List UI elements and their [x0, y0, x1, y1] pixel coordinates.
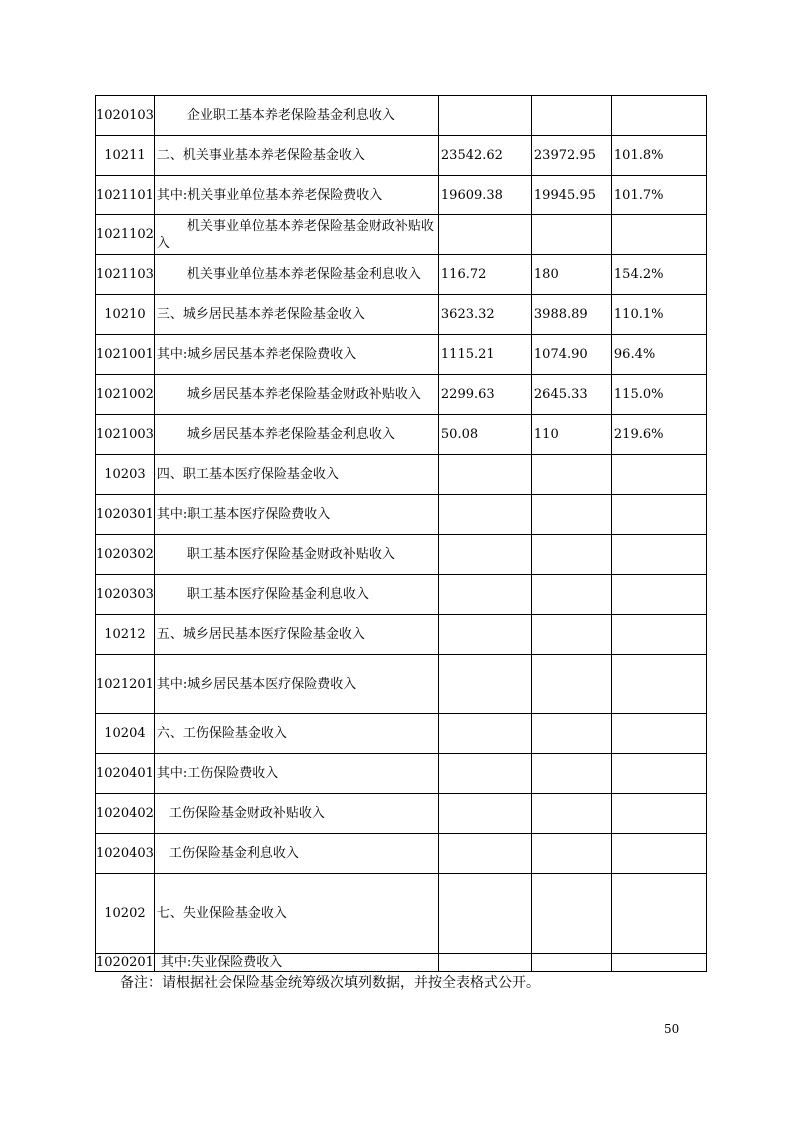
- row-code: 1021002: [96, 375, 155, 415]
- row-value-3: [611, 714, 706, 754]
- row-code: 1021001: [96, 335, 155, 375]
- row-value-1: 50.08: [438, 415, 531, 455]
- row-value-2: [531, 655, 611, 714]
- row-value-1: [438, 655, 531, 714]
- row-name: 二、机关事业基本养老保险基金收入: [154, 136, 438, 176]
- table-row: [96, 375, 707, 415]
- table-row: [96, 136, 707, 176]
- row-value-3: [611, 794, 706, 834]
- row-value-1: [438, 714, 531, 754]
- row-code: 10210: [96, 295, 155, 335]
- fund-income-table: [95, 95, 707, 972]
- row-value-2: 1074.90: [531, 335, 611, 375]
- row-value-3: 110.1%: [611, 295, 706, 335]
- row-value-2: 23972.95: [531, 136, 611, 176]
- row-value-1: [438, 954, 531, 972]
- row-value-3: [611, 754, 706, 794]
- row-name: 职工基本医疗保险基金财政补贴收入: [154, 535, 438, 575]
- row-value-3: 96.4%: [611, 335, 706, 375]
- row-value-1: [438, 794, 531, 834]
- row-value-2: 2645.33: [531, 375, 611, 415]
- row-value-2: [531, 495, 611, 535]
- row-code: 10204: [96, 714, 155, 754]
- row-value-2: [531, 794, 611, 834]
- row-value-3: [611, 215, 706, 255]
- table-row: [96, 874, 707, 954]
- table-row: [96, 714, 707, 754]
- row-name: 工伤保险基金利息收入: [154, 834, 438, 874]
- row-code: 1021101: [96, 176, 155, 215]
- page-number: 50: [664, 1022, 680, 1036]
- row-code: 10211: [96, 136, 155, 176]
- row-name: 五、城乡居民基本医疗保险基金收入: [154, 615, 438, 655]
- row-value-1: [438, 874, 531, 954]
- row-code: 1020302: [96, 535, 155, 575]
- row-code: 1020303: [96, 575, 155, 615]
- table-row: [96, 255, 707, 295]
- row-value-3: [611, 575, 706, 615]
- row-value-1: [438, 615, 531, 655]
- row-value-2: [531, 714, 611, 754]
- table-row: [96, 415, 707, 455]
- row-value-3: [611, 834, 706, 874]
- table-row: [96, 215, 707, 255]
- row-name: 城乡居民基本养老保险基金财政补贴收入: [154, 375, 438, 415]
- row-name: 六、工伤保险基金收入: [154, 714, 438, 754]
- row-value-2: [531, 535, 611, 575]
- table-row: [96, 295, 707, 335]
- row-value-1: [438, 495, 531, 535]
- table-row: [96, 655, 707, 714]
- row-code: 1020201: [96, 955, 154, 970]
- row-value-2: 3988.89: [531, 295, 611, 335]
- row-value-1: 116.72: [438, 255, 531, 295]
- row-value-2: [531, 754, 611, 794]
- table-row: [96, 176, 707, 215]
- row-name: 七、失业保险基金收入: [154, 874, 438, 954]
- table-row: [96, 954, 707, 972]
- row-name: 其中:城乡居民基本医疗保险费收入: [154, 655, 438, 714]
- row-value-3: 154.2%: [611, 255, 706, 295]
- table-row: [96, 96, 707, 136]
- row-code: 10212: [96, 615, 155, 655]
- row-name: 三、城乡居民基本养老保险基金收入: [154, 295, 438, 335]
- row-value-3: [611, 455, 706, 495]
- row-value-3: 101.7%: [611, 176, 706, 215]
- row-value-1: [438, 96, 531, 136]
- row-name: 其中:工伤保险费收入: [154, 754, 438, 794]
- row-code: 1021103: [96, 255, 155, 295]
- table-row: [96, 834, 707, 874]
- row-value-2: [531, 615, 611, 655]
- row-name: 其中:机关事业单位基本养老保险费收入: [154, 176, 438, 215]
- row-name: 其中:失业保险费收入: [154, 954, 438, 972]
- row-value-2: [531, 575, 611, 615]
- row-value-3: [611, 874, 706, 954]
- row-value-2: [531, 954, 611, 972]
- row-value-2: 180: [531, 255, 611, 295]
- row-code: 1020103: [96, 96, 155, 136]
- row-code: 10202: [96, 874, 155, 954]
- table-row: [96, 495, 707, 535]
- table-row: [96, 794, 707, 834]
- row-value-2: [531, 455, 611, 495]
- row-value-1: 3623.32: [438, 295, 531, 335]
- row-value-3: 101.8%: [611, 136, 706, 176]
- row-code: 1020402: [96, 794, 155, 834]
- table-row: [96, 535, 707, 575]
- row-value-3: [611, 615, 706, 655]
- row-code: 1020301: [96, 495, 155, 535]
- row-value-3: [611, 535, 706, 575]
- row-code: 1021201: [96, 655, 155, 714]
- row-code: 1020403: [96, 834, 155, 874]
- row-name-text: 机关事业单位基本养老保险基金财政补贴收入: [156, 218, 434, 251]
- row-value-2: [531, 215, 611, 255]
- row-value-2: [531, 834, 611, 874]
- row-name: [154, 215, 438, 255]
- row-value-1: [438, 575, 531, 615]
- row-code: 10203: [96, 455, 155, 495]
- row-value-1: 23542.62: [438, 136, 531, 176]
- row-value-2: [531, 96, 611, 136]
- row-value-2: [531, 874, 611, 954]
- row-value-1: 1115.21: [438, 335, 531, 375]
- row-name: 四、职工基本医疗保险基金收入: [154, 455, 438, 495]
- table-note: 备注：请根据社会保险基金统筹级次填列数据，并按全表格式公开。: [120, 975, 540, 991]
- table-row: [96, 575, 707, 615]
- row-code: 1021102: [96, 215, 155, 255]
- row-name: 城乡居民基本养老保险基金利息收入: [154, 415, 438, 455]
- table-row: [96, 335, 707, 375]
- row-value-3: 115.0%: [611, 375, 706, 415]
- row-value-1: 19609.38: [438, 176, 531, 215]
- row-value-3: [611, 495, 706, 535]
- row-value-3: [611, 655, 706, 714]
- row-value-1: [438, 455, 531, 495]
- row-value-3: [611, 954, 706, 972]
- row-value-1: [438, 834, 531, 874]
- row-name: 其中:职工基本医疗保险费收入: [154, 495, 438, 535]
- row-value-3: 219.6%: [611, 415, 706, 455]
- row-value-3: [611, 96, 706, 136]
- row-value-2: 19945.95: [531, 176, 611, 215]
- row-value-1: [438, 215, 531, 255]
- row-name: 其中:城乡居民基本养老保险费收入: [154, 335, 438, 375]
- table-row: [96, 455, 707, 495]
- table-row: [96, 615, 707, 655]
- row-value-1: 2299.63: [438, 375, 531, 415]
- row-value-1: [438, 535, 531, 575]
- table-row: [96, 754, 707, 794]
- row-name: 职工基本医疗保险基金利息收入: [154, 575, 438, 615]
- row-name: 机关事业单位基本养老保险基金利息收入: [154, 255, 438, 295]
- row-value-2: 110: [531, 415, 611, 455]
- row-name: 企业职工基本养老保险基金利息收入: [154, 96, 438, 136]
- row-value-1: [438, 754, 531, 794]
- row-name: 工伤保险基金财政补贴收入: [154, 794, 438, 834]
- row-code: 1020401: [96, 754, 155, 794]
- row-code: 1021003: [96, 415, 155, 455]
